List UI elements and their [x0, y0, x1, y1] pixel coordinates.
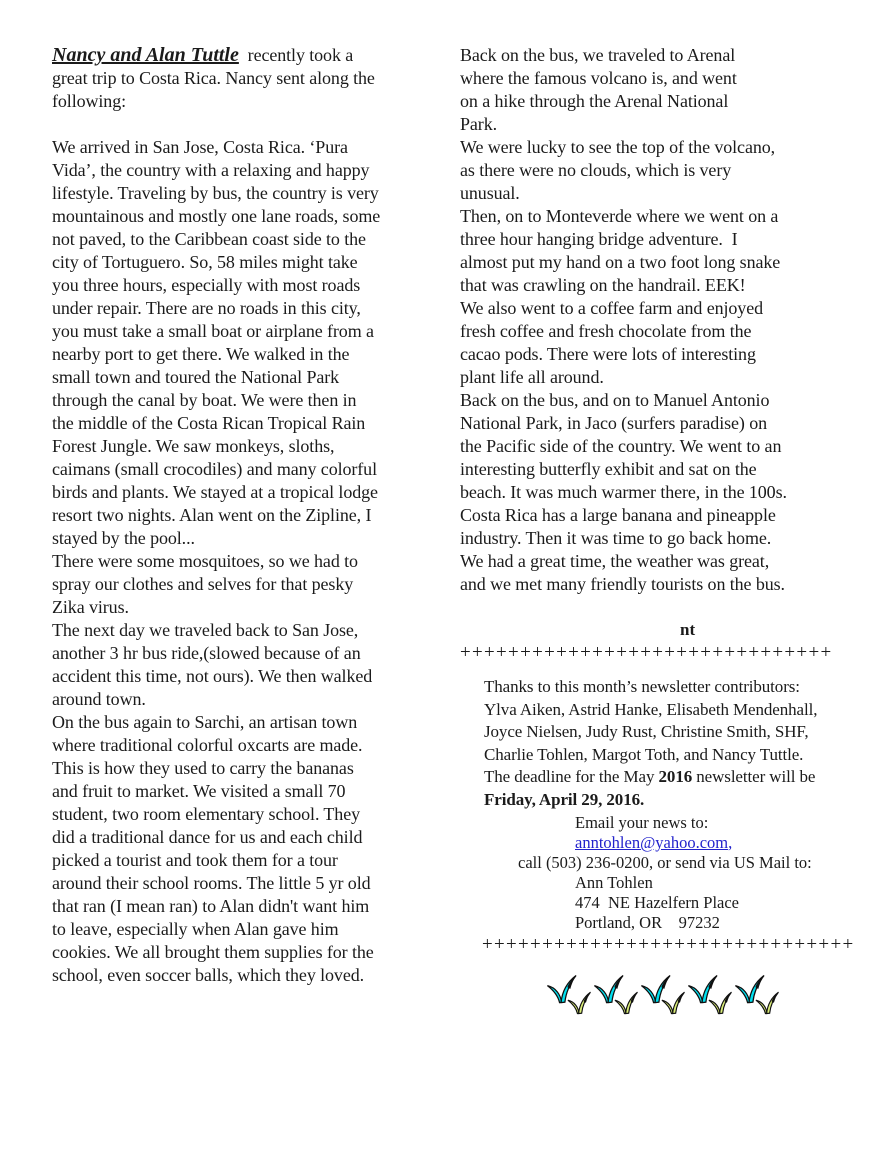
green-bird-icon — [754, 991, 780, 1017]
bird-pair — [545, 974, 589, 1028]
call-line: call (503) 236-0200, or send via US Mail to: — [518, 853, 812, 872]
thanks-text: Thanks to this month’s newsletter contributors: Ylva Aiken, Astrid Hanke, Elisabeth Mendenhall, Joyce Nielsen, Judy Rust, Christine Smith, SHF, Charlie Tohlen, Margot Toth, and Nancy Tuttle. The deadline for the May — [484, 677, 818, 786]
bird-pair — [639, 974, 683, 1028]
email-label: Email your news to: — [575, 813, 709, 832]
green-bird-icon — [707, 991, 733, 1017]
green-bird-icon — [566, 991, 592, 1017]
bird-pair — [686, 974, 730, 1028]
intro-paragraph — [52, 44, 464, 113]
left-column — [52, 44, 464, 987]
contact-block — [460, 813, 862, 933]
green-bird-icon — [613, 991, 639, 1017]
email-line — [460, 833, 862, 853]
divider-plus-bottom: +++++++++++++++++++++++++++++++ — [482, 934, 855, 955]
deadline-mid: newsletter will be — [696, 767, 816, 786]
deadline-date: Friday, April 29, 2016. — [484, 789, 645, 809]
intro-rest: recently took a great trip to Costa Rica. Nancy sent along the following: — [52, 45, 375, 111]
address-street: 474 NE Hazelfern Place — [575, 893, 740, 912]
intro-heading: Nancy and Alan Tuttle — [52, 44, 239, 66]
contributors-block — [460, 676, 862, 811]
green-bird-icon — [660, 991, 686, 1017]
right-column — [460, 44, 862, 1028]
divider-plus-top: +++++++++++++++++++++++++++++++ — [460, 642, 833, 663]
nt-initials: nt — [680, 620, 696, 639]
bird-pair — [592, 974, 636, 1028]
bird-pair — [733, 974, 777, 1028]
birds-clipart-row — [460, 974, 862, 1028]
deadline-year: 2016 — [658, 767, 693, 786]
address-city: Portland, OR 97232 — [575, 913, 720, 932]
email-link[interactable]: anntohlen@yahoo.com — [575, 833, 729, 852]
address-name: Ann Tohlen — [575, 873, 653, 892]
email-comma: , — [728, 833, 733, 852]
right-story-text: Back on the bus, we traveled to Arenal where the famous volcano is, and went on a hike through the Arenal National Park. We were lucky to see the top of the volcano, as there were no clouds, which is very unusual. Then, on to Monteverde where we went on a three hour hanging bridge adventure. I almost put my hand on a two foot long snake that was crawling on the handrail. EEK! We also went to a coffee farm and enjoyed fresh coffee and fresh chocolate from the cacao pods. There were lots of interesting plant life all around. Back on the bus, and on to Manuel Antonio National Park, in Jaco (surfers paradise) on the Pacific side of the country. We went to an interesting butterfly exhibit and sat on the beach. It was much warmer there, in the 100s. Costa Rica has a large banana and pineapple industry. Then it was time to go back home. We had a great time, the weather was great, and we met many friendly tourists on the bus. — [460, 45, 787, 594]
left-story-text: We arrived in San Jose, Costa Rica. ‘Pura Vida’, the country with a relaxing and happy lifestyle. Traveling by bus, the country is very mountainous and mostly one lane roads, some not paved, to the Caribbean coast side to the city of Tortuguero. So, 58 miles might take you three hours, especially with most roads under repair. There are no roads in this city, you must take a small boat or airplane from a nearby port to get there. We walked in the small town and toured the National Park through the canal by boat. We were then in the middle of the Costa Rican Tropical Rain Forest Jungle. We saw monkeys, sloths, caimans (small crocodiles) and many colorful birds and plants. We stayed at a tropical lodge resort two nights. Alan went on the Zipline, I stayed by the pool... There were some mosquitoes, so we had to spray our clothes and selves for that pesky Zika virus. The next day we traveled back to San Jose, another 3 hr bus ride,(slowed because of an accident this time, not ours). We then walked around town. On the bus again to Sarchi, an artisan town where traditional colorful oxcarts are made. This is how they used to carry the bananas and fruit to market. We visited a small 70 student, two room elementary school. They did a traditional dance for us and each child picked a tourist and took them for a tour around their school rooms. The little 5 yr old that ran (I mean ran) to Alan didn't want him to leave, especially when Alan gave him cookies. We all brought them supplies for the school, even soccer balls, which they loved. — [52, 137, 381, 985]
